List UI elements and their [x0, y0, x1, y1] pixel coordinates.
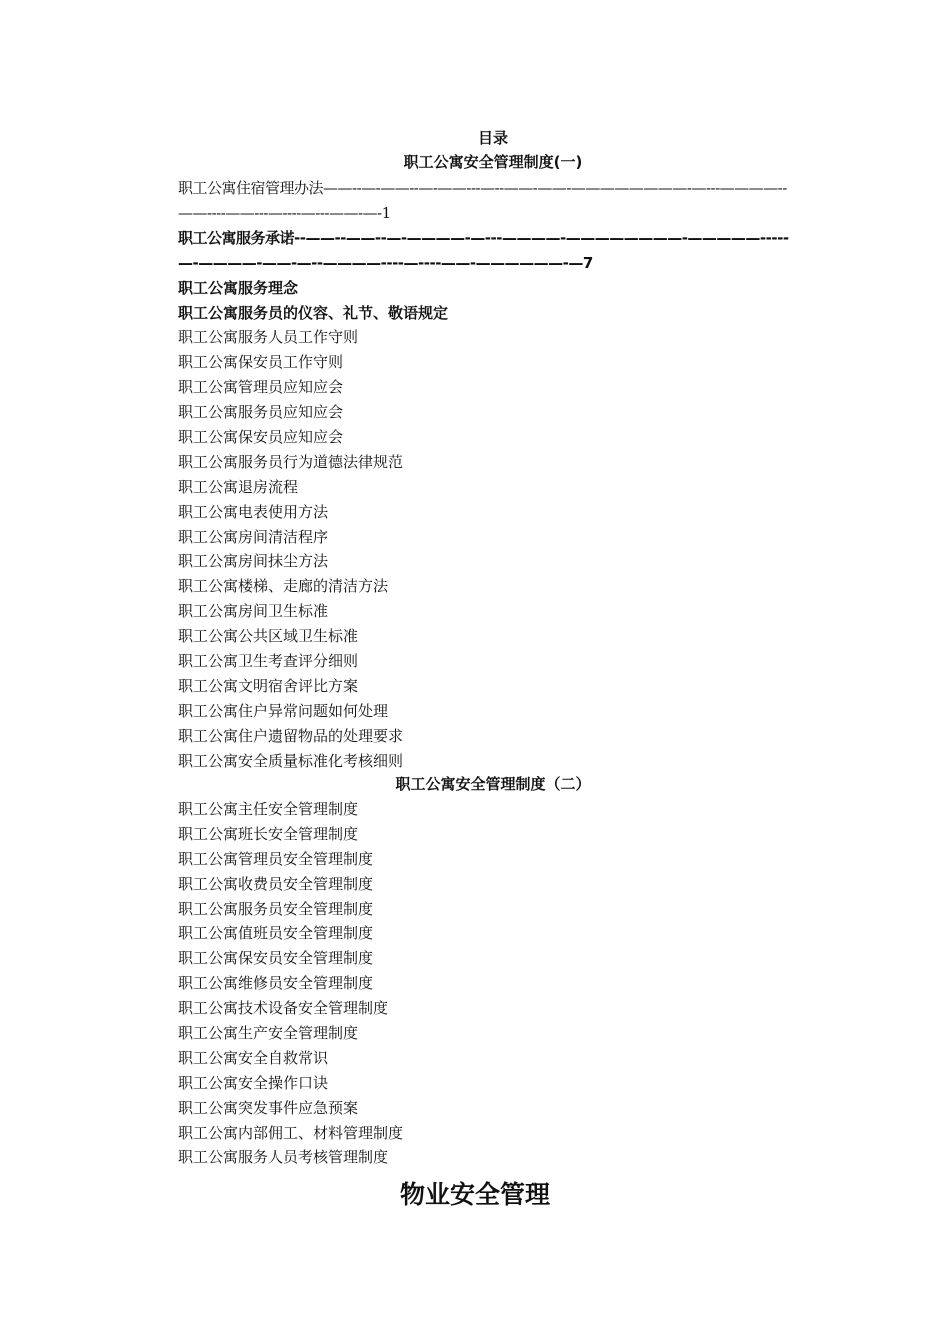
toc-entry[interactable]: 职工公寓房间抹尘方法 [178, 552, 329, 571]
toc-entry[interactable]: 职工公寓值班员安全管理制度 [178, 924, 374, 943]
toc-entry[interactable]: 职工公寓公共区域卫生标准 [178, 627, 359, 646]
toc-entry[interactable]: 职工公寓住户异常问题如何处理 [178, 701, 389, 720]
toc-entry[interactable]: 职工公寓服务人员工作守则 [178, 328, 359, 347]
toc-entry[interactable]: 职工公寓卫生考查评分细则 [178, 651, 359, 670]
toc-section1-list [178, 176, 808, 773]
toc-entry[interactable]: 职工公寓楼梯、走廊的清洁方法 [178, 577, 389, 596]
toc-entry[interactable]: 职工公寓服务理念 [178, 278, 299, 297]
toc-entry[interactable]: 职工公寓内部佣工、材料管理制度 [178, 1123, 404, 1142]
toc-entry[interactable]: 职工公寓主任安全管理制度 [178, 800, 359, 818]
toc-entry[interactable]: 职工公寓保安员工作守则 [178, 353, 344, 372]
toc-entry[interactable]: 职工公寓退房流程 [178, 477, 299, 496]
toc-entry[interactable]: 职工公寓安全操作口诀 [178, 1073, 329, 1092]
section2-heading: 职工公寓安全管理制度（二） [395, 775, 591, 793]
toc-entry[interactable]: 职工公寓房间卫生标准 [178, 602, 329, 621]
toc-entry[interactable]: 职工公寓服务员的仪容、礼节、敬语规定 [178, 303, 449, 322]
toc-entry[interactable]: 职工公寓维修员安全管理制度 [178, 974, 374, 993]
toc-entry-text: 职工公寓住宿管理办法——--—-——--—-——---—--——-——-————————-—---————--——----——---—----—---——-—-1 [178, 179, 787, 222]
toc-entry[interactable]: 职工公寓管理员安全管理制度 [178, 849, 374, 868]
document-title: 物业安全管理 [399, 1180, 550, 1209]
toc-entry[interactable]: 职工公寓收费员安全管理制度 [178, 874, 374, 893]
toc-entry-lodging[interactable] [178, 176, 808, 226]
toc-entry[interactable]: 职工公寓安全自救常识 [178, 1048, 329, 1067]
toc-entry[interactable]: 职工公寓服务员行为道德法律规范 [178, 452, 404, 471]
toc-entry[interactable]: 职工公寓服务员应知应会 [178, 403, 344, 422]
toc-entry[interactable]: 职工公寓住户遗留物品的处理要求 [178, 726, 404, 745]
toc-entry-commitment[interactable] [178, 226, 808, 276]
toc-entry[interactable]: 职工公寓管理员应知应会 [178, 378, 344, 397]
toc-entry[interactable]: 职工公寓服务员安全管理制度 [178, 899, 374, 918]
toc-section2-list [178, 797, 808, 1170]
toc-entry[interactable]: 职工公寓生产安全管理制度 [178, 1024, 359, 1043]
toc-entry[interactable]: 职工公寓班长安全管理制度 [178, 824, 359, 843]
toc-entry[interactable]: 职工公寓安全质量标准化考核细则 [178, 751, 404, 770]
toc-entry[interactable]: 职工公寓文明宿舍评比方案 [178, 676, 359, 695]
section1-heading: 职工公寓安全管理制度(一) [403, 153, 583, 171]
toc-title: 目录 [477, 129, 508, 147]
toc-entry[interactable]: 职工公寓突发事件应急预案 [178, 1098, 359, 1117]
toc-entry[interactable]: 职工公寓电表使用方法 [178, 502, 329, 521]
toc-entry[interactable]: 职工公寓保安员安全管理制度 [178, 949, 374, 968]
toc-entry-text: 职工公寓服务承诺--——--——--—-————-—---————-————————-—————-----—-————-——-—--————----—----——-——————-—7 [178, 228, 789, 272]
toc-entry[interactable]: 职工公寓技术设备安全管理制度 [178, 999, 389, 1018]
toc-entry[interactable]: 职工公寓服务人员考核管理制度 [178, 1148, 389, 1167]
toc-entry[interactable]: 职工公寓保安员应知应会 [178, 427, 344, 446]
toc-entry[interactable]: 职工公寓房间清洁程序 [178, 527, 329, 546]
